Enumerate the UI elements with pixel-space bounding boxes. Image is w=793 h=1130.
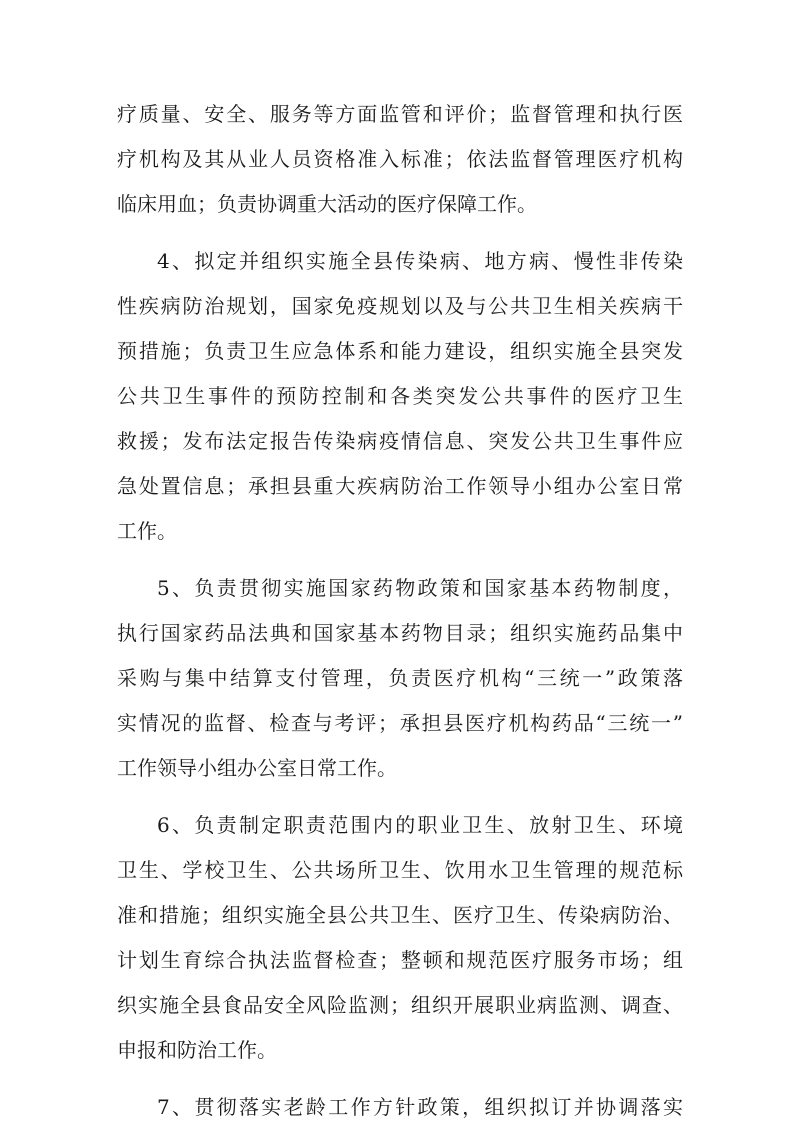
text-line: 准和措施；组织实施全县公共卫生、医疗卫生、传染病防治、: [117, 903, 683, 927]
text-line: 疗质量、安全、服务等方面监管和评价；监督管理和执行医: [117, 102, 683, 126]
paragraph-3-continuation: [117, 92, 683, 227]
text-line: 申报和防治工作。: [117, 1038, 277, 1062]
paragraph-6: [117, 803, 683, 1073]
text-line: 工作领导小组办公室日常工作。: [117, 756, 397, 780]
text-line: 预措施；负责卫生应急体系和能力建设，组织实施全县突发: [117, 339, 683, 363]
text-line: 织实施全县食品安全风险监测；组织开展职业病监测、调查、: [117, 993, 683, 1017]
text-line: 救援；发布法定报告传染病疫情信息、突发公共卫生事件应: [117, 429, 683, 453]
paragraph-4: [117, 239, 683, 554]
text-line: 执行国家药品法典和国家基本药物目录；组织实施药品集中: [117, 621, 683, 645]
text-line: 临床用血；负责协调重大活动的医疗保障工作。: [117, 192, 537, 216]
text-line: 性疾病防治规划，国家免疫规划以及与公共卫生相关疾病干: [117, 294, 683, 318]
text-line: 急处置信息；承担县重大疾病防治工作领导小组办公室日常: [117, 474, 683, 498]
text-line: 5、负责贯彻实施国家药物政策和国家基本药物制度，: [157, 576, 683, 600]
text-line: 卫生、学校卫生、公共场所卫生、饮用水卫生管理的规范标: [117, 858, 683, 882]
document-body: [117, 92, 683, 1130]
text-line: 公共卫生事件的预防控制和各类突发公共事件的医疗卫生: [117, 384, 683, 408]
text-line: 实情况的监督、检查与考评；承担县医疗机构药品“三统一”: [117, 711, 683, 735]
paragraph-5: [117, 566, 683, 791]
text-line: 工作。: [117, 519, 177, 543]
paragraph-7: [117, 1085, 683, 1130]
text-line: 4、拟定并组织实施全县传染病、地方病、慢性非传染: [157, 249, 683, 273]
text-line: 计划生育综合执法监督检查；整顿和规范医疗服务市场；组: [117, 948, 683, 972]
text-line: 6、负责制定职责范围内的职业卫生、放射卫生、环境: [157, 813, 683, 837]
text-line: 7、贯彻落实老龄工作方针政策，组织拟订并协调落实: [157, 1095, 683, 1119]
text-line: 疗机构及其从业人员资格准入标准；依法监督管理医疗机构: [117, 147, 683, 171]
text-line: 采购与集中结算支付管理，负责医疗机构“三统一”政策落: [117, 666, 683, 690]
